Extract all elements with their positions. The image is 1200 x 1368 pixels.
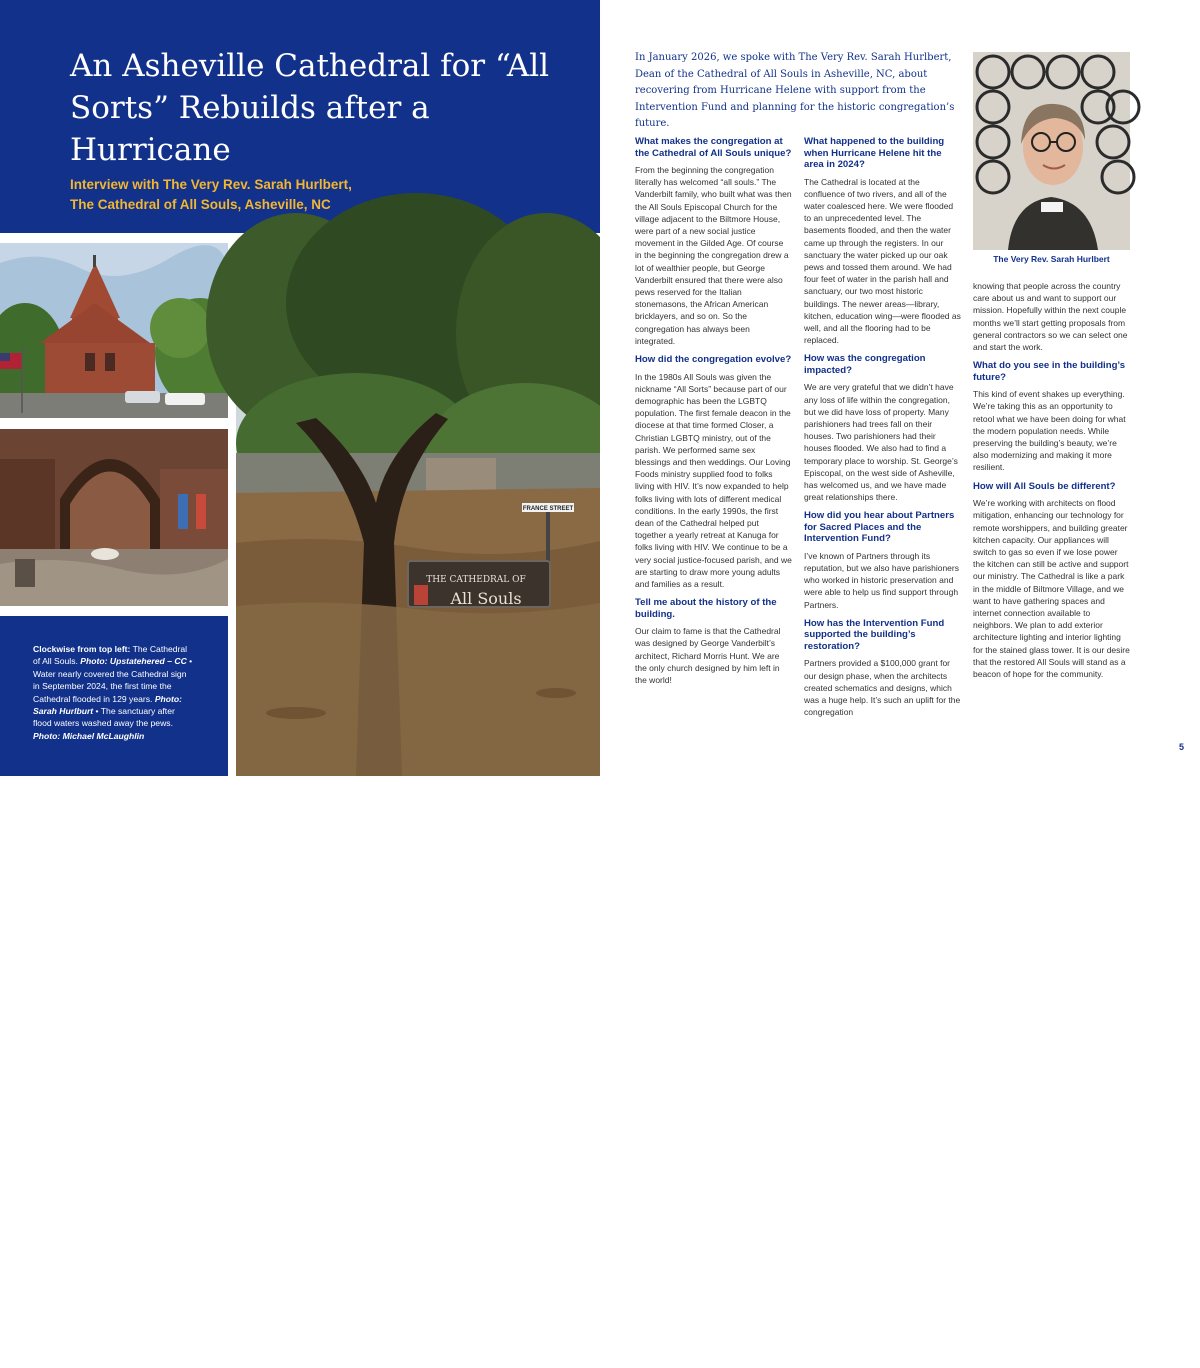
article-intro: In January 2026, we spoke with The Very Rev. Sarah Hurlbert, Dean of the Cathedral of All Souls in Asheville, NC, about recovering from Hurricane Helene with support from the Intervention Fund and planning for the historic congregation’s future.	[635, 52, 955, 129]
question-heading: How has the Intervention Fund supported the building’s restoration?	[804, 617, 945, 652]
answer-paragraph: We are very grateful that we didn’t have any loss of life within the congregation, but we did have loss of property. Many parishioners had trees fall on their houses. Two parishioners had their houses flooded. We also had to find a temporary place to worship. St. George’s Episcopal, on the west side of Asheville, has welcomed us, and we have made great relationships there.	[804, 382, 958, 503]
portrait-caption: The Very Rev. Sarah Hurlbert	[993, 254, 1110, 264]
question-heading: How did the congregation evolve?	[635, 354, 792, 366]
article-subtitle	[70, 175, 570, 215]
text-column-3	[973, 280, 1130, 687]
question-heading: What happened to the building when Hurricane Helene hit the area in 2024?	[804, 136, 945, 170]
cathedral-sign-line-1: THE CATHEDRAL OF	[426, 575, 526, 585]
page-number-right: 5	[1178, 742, 1184, 752]
street-sign-text: FRANCE STREET	[522, 506, 574, 512]
caption-lead: Clockwise from top left:	[33, 644, 131, 654]
question-heading: How did you hear about Partners for Sacred Places and the Intervention Fund?	[804, 510, 955, 545]
text-column-1	[635, 136, 792, 693]
subtitle-line-2: The Cathedral of All Souls, Asheville, NC	[70, 197, 331, 212]
question-heading: How was the congregation impacted?	[804, 353, 926, 376]
page-number-left: 4	[17, 1358, 23, 1368]
right-page	[600, 0, 1200, 776]
caption-credit-1: Photo: Upstatehered – CC	[80, 656, 187, 667]
photo-caption	[33, 643, 193, 742]
question-heading: What do you see in the building’s future?	[973, 360, 1126, 383]
answer-paragraph: From the beginning the congregation literally has welcomed “all souls.” The Vanderbilt family, who built what was then the All Souls Episcopal Church for the village adjacent to the Biltmore House, were part of a new social justice movement in the Gilded Age. Of course in the beginning the congregation drew a lot of wealthier people, but George Vanderbilt ensured that there were also pews reserved for the Italian stonemasons, the African American bricklayers, and so on. So the congregation has always been integrated.	[635, 165, 792, 346]
answer-paragraph: Partners provided a $100,000 grant for our design phase, when the architects created schematics and designs, which was a huge help. It’s such an uplift for the congregation	[804, 658, 961, 718]
answer-paragraph: We’re working with architects on flood mitigation, enhancing our technology for remote worshippers, and building greater kitchen capacity. Our appliances will switch to gas so even if we lose power the kitchen can still be active and support our ministry. The Cathedral is like a park in the middle of Biltmore Village, and we want to have gathering spaces and internet connection available to neighbors. We plan to add exterior architecture lighting and interior lighting for the stained glass tower. It is our desire that the restored All Souls will stand as a beacon of hope for the community.	[973, 498, 1130, 679]
answer-paragraph: In the 1980s All Souls was given the nickname “All Sorts” because part of our demographic has been the LGBTQ population. The first female deacon in the diocese at that time formed Closer, a Christian LGBTQ ministry, out of the parish. We performed same sex blessings and then weddings. Our Loving Foods ministry supplied food to folks living with HIV. It’s now expanded to help folks living with lots of different medical conditions. In the early 1990s, the first dean of the Cathedral helped put together a yearly retreat at Kanuga for folks living with HIV. We continue to be a very social justice-focused parish, and we are starting to draw more young adults and families as a result.	[635, 371, 792, 589]
photo-caption-block	[0, 616, 228, 1368]
caption-credit-3: Photo: Michael McLaughlin	[33, 730, 145, 741]
caption-part-2: • Water nearly covered the Cathedral sign in September 2024, the first time the Cathedral flooded in 129 years.	[33, 656, 193, 704]
cathedral-exterior-photo	[0, 243, 228, 418]
article-title: An Asheville Cathedral for “All Sorts” Rebuilds after a Hurricane	[70, 48, 550, 168]
title-block	[0, 0, 600, 233]
caption-credit-2: Photo: Sarah Hurlburt	[33, 693, 183, 717]
answer-paragraph: Our claim to fame is that the Cathedral was designed by George Vanderbilt’s architect, Richard Morris Hunt. We are the only church designed by him left in the world!	[635, 626, 781, 686]
text-column-2	[804, 136, 961, 725]
caption-part-1: The Cathedral of All Souls.	[33, 644, 188, 667]
subtitle-line-1: Interview with The Very Rev. Sarah Hurlbert,	[70, 177, 352, 192]
flooded-sign-photo	[236, 243, 600, 776]
caption-part-3: • The sanctuary after flood waters washed away the pews.	[33, 706, 175, 729]
answer-paragraph: This kind of event shakes up everything. We’re taking this as an opportunity to retool what we have been doing for what the modern population needs. While preserving the building’s beauty, we’re also modernizing and making it more resilient.	[973, 389, 1126, 473]
answer-paragraph: The Cathedral is located at the confluence of two rivers, and all of the water coalesced here. We were flooded to an unprecedented level. The basements flooded, and then the water came up through the registers. In our sanctuary the water picked up our oak pews and tossed them around. We had four feet of water in the parish hall and sanctuary, our two most historic buildings. The newer areas—library, kitchen, education wing—were flooded as well, and all the flooring had to be replaced.	[804, 176, 961, 346]
question-heading: What makes the congregation at the Cathedral of All Souls unique?	[635, 136, 792, 159]
sanctuary-interior-photo	[0, 429, 228, 606]
portrait-photo	[973, 52, 1130, 250]
answer-paragraph: I’ve known of Partners through its reputation, but we also have parishioners who worked in historic preservation and were able to help us find support through Partners.	[804, 550, 959, 610]
cathedral-sign-line-2: All Souls	[450, 589, 522, 608]
question-heading: Tell me about the history of the building.	[635, 597, 777, 620]
question-heading: How will All Souls be different?	[973, 480, 1116, 492]
answer-paragraph-continued: knowing that people across the country care about us and want to support our mission. Hopefully within the next couple months we’ll start getting proposals from general contractors so we can select one and start the work.	[973, 281, 1128, 353]
